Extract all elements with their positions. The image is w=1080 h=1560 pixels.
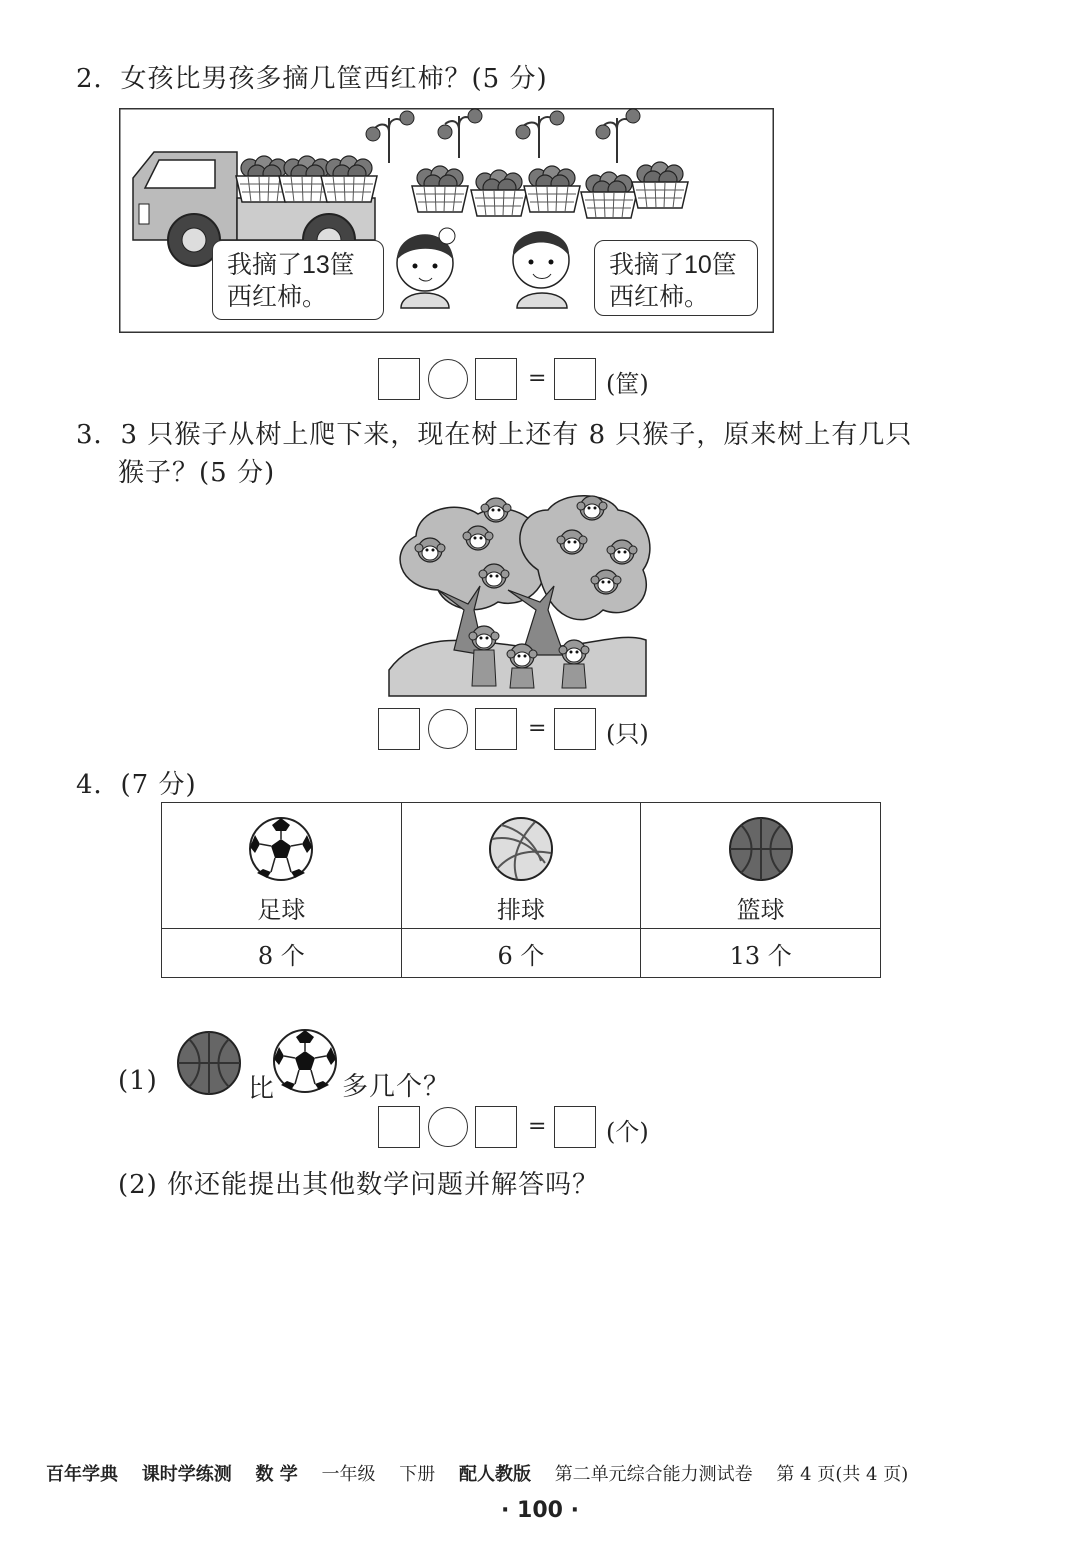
table-cell-basketball	[641, 803, 881, 929]
q4-equals-sign: =	[528, 1114, 547, 1139]
boy-speech-bubble	[594, 240, 758, 316]
q4-sub1-question: 多几个？	[342, 1072, 451, 1102]
q3-equals-sign: =	[528, 716, 547, 741]
q2-answer-box-3[interactable]	[554, 358, 596, 400]
q4-unit: (个)	[606, 1118, 649, 1146]
q4-title: 4．(7 分)	[76, 770, 197, 800]
q4-sub1-label: (1)	[118, 1066, 158, 1096]
volleyball-icon	[488, 816, 554, 882]
q3-title-line1: 3．3 只猴子从树上爬下来，现在树上还有 8 只猴子，原来树上有几只	[76, 420, 913, 450]
girl-bubble-line2: 西红柿。	[227, 283, 328, 311]
footer-volume: 下册	[399, 1464, 436, 1485]
table-cell-soccer	[162, 803, 402, 929]
q4-sub2: (2) 你还能提出其他数学问题并解答吗？	[118, 1170, 600, 1200]
boy-bubble-line2: 西红柿。	[609, 283, 710, 311]
q4-answer-box-1[interactable]	[378, 1106, 420, 1148]
q2-equals-sign: =	[528, 366, 547, 391]
ball-name: 篮球	[736, 896, 785, 924]
q3-title-line2: 猴子？(5 分)	[118, 458, 276, 488]
q4-operator-circle[interactable]	[428, 1107, 468, 1147]
footer-subject: 数 学	[255, 1464, 298, 1485]
footer-brand: 百年学典	[46, 1464, 118, 1485]
ball-count: 13 个	[641, 929, 881, 978]
q3-answer-box-1[interactable]	[378, 708, 420, 750]
table-cell-volleyball	[401, 803, 641, 929]
soccer-ball-icon	[248, 816, 314, 882]
ball-count: 8 个	[162, 929, 402, 978]
footer-grade: 一年级	[321, 1464, 376, 1485]
ball-name: 排球	[496, 896, 545, 924]
basketball-icon	[176, 1030, 242, 1096]
ball-count: 6 个	[401, 929, 641, 978]
q2-operator-circle[interactable]	[428, 359, 468, 399]
girl-speech-bubble	[212, 240, 384, 320]
q3-illustration	[388, 490, 656, 698]
q2-title: 2．女孩比男孩多摘几筐西红柿？(5 分)	[76, 64, 548, 94]
page-footer	[46, 1460, 926, 1486]
footer-test: 第二单元综合能力测试卷	[554, 1464, 753, 1485]
table-row	[162, 803, 881, 929]
soccer-ball-icon	[272, 1028, 338, 1094]
table-row	[162, 929, 881, 978]
q2-answer-box-2[interactable]	[475, 358, 517, 400]
basketball-icon	[728, 816, 794, 882]
q4-answer-box-3[interactable]	[554, 1106, 596, 1148]
ball-count-table	[161, 802, 881, 978]
page-number: · 100 ·	[501, 1498, 579, 1523]
q4-sub1-compare: 比	[248, 1074, 276, 1104]
q3-unit: (只)	[606, 720, 649, 748]
q3-answer-box-3[interactable]	[554, 708, 596, 750]
boy-bubble-line1: 我摘了10筐	[609, 251, 737, 279]
q3-operator-circle[interactable]	[428, 709, 468, 749]
q3-answer-box-2[interactable]	[475, 708, 517, 750]
footer-edition: 配人教版	[458, 1464, 531, 1485]
girl-bubble-line1: 我摘了13筐	[227, 251, 355, 279]
ball-name: 足球	[257, 896, 306, 924]
footer-series: 课时学练测	[141, 1464, 232, 1485]
q4-answer-box-2[interactable]	[475, 1106, 517, 1148]
footer-page-info: 第 4 页(共 4 页)	[776, 1464, 909, 1485]
q2-answer-box-1[interactable]	[378, 358, 420, 400]
q2-unit: (筐)	[606, 370, 649, 398]
